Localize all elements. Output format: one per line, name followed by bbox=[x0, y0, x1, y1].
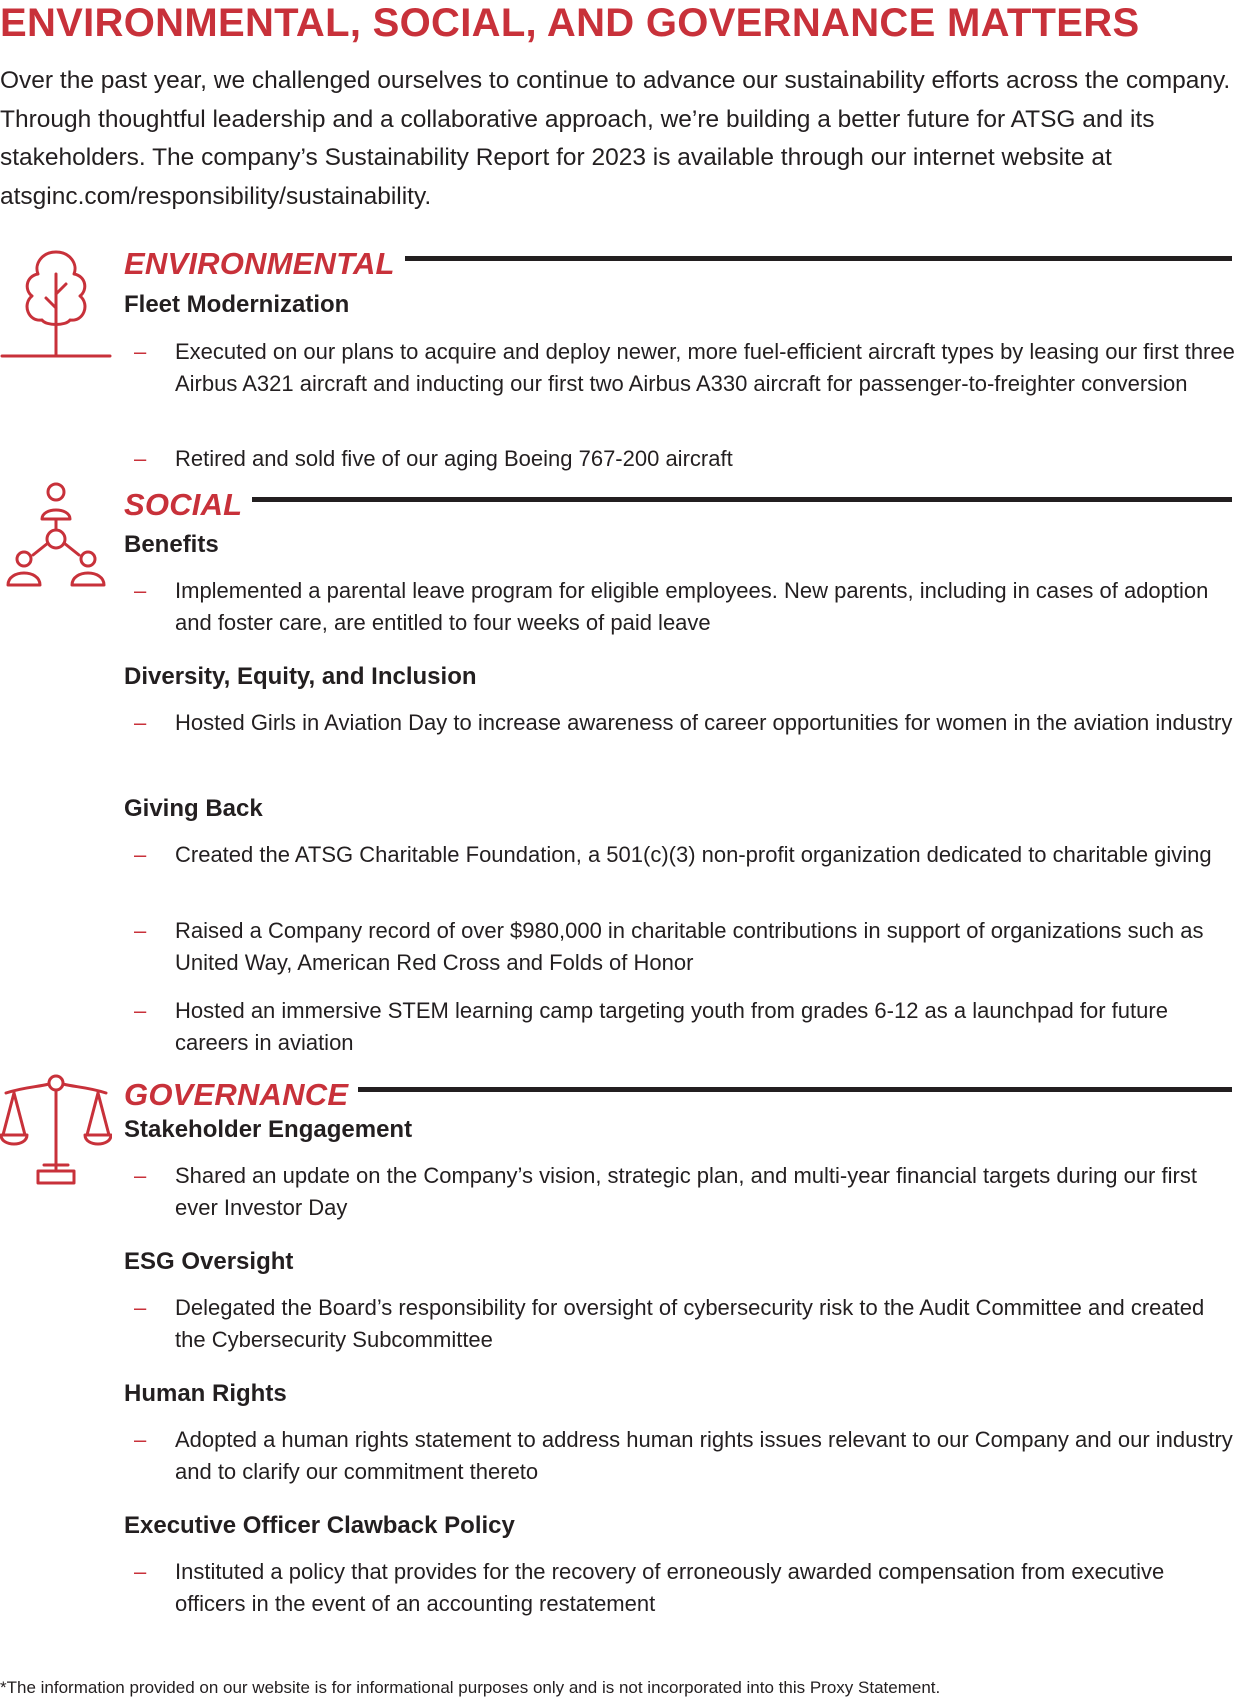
people-network-icon bbox=[0, 481, 112, 589]
bullet-dash: – bbox=[134, 339, 147, 364]
governance-title: GOVERNANCE bbox=[124, 1077, 349, 1112]
dei-subheading: Diversity, Equity, and Inclusion bbox=[124, 663, 477, 690]
intro-paragraph: Over the past year, we challenged ourselves to continue to advance our sustainability efforts across the company. Through thoughtful leadership and a collaborative approach, we’re building a better future for ATSG and its stakeholders. The company’s Sustainability Report for 2023 is available through our internet website at atsginc.com/responsibility/sustainability. bbox=[0, 67, 1231, 210]
item-text: Implemented a parental leave program for eligible employees. New parents, including in cases of adoption and foster care, are entitled to four weeks of paid leave bbox=[175, 578, 1209, 635]
item-text: Retired and sold five of our aging Boeing 767-200 aircraft bbox=[175, 446, 733, 471]
page-title: ENVIRONMENTAL, SOCIAL, AND GOVERNANCE MATTERS bbox=[0, 1, 1140, 45]
human-rights-subheading: Human Rights bbox=[124, 1380, 287, 1407]
item-text: Hosted Girls in Aviation Day to increase awareness of career opportunities for women in the aviation industry bbox=[175, 710, 1233, 735]
bullet-dash: – bbox=[134, 1163, 147, 1188]
bullet-dash: – bbox=[134, 1427, 147, 1452]
item-text: Delegated the Board’s responsibility for oversight of cybersecurity risk to the Audit Committee and created the Cybersecurity Subcommittee bbox=[175, 1295, 1205, 1352]
social-title: SOCIAL bbox=[124, 487, 243, 522]
bullet-dash: – bbox=[134, 842, 147, 867]
stakeholder-subheading: Stakeholder Engagement bbox=[124, 1116, 413, 1143]
clawback-subheading: Executive Officer Clawback Policy bbox=[124, 1512, 515, 1539]
social-rule bbox=[252, 497, 1232, 502]
bullet-dash: – bbox=[134, 446, 147, 471]
item-text: Instituted a policy that provides for the recovery of erroneously awarded compensation from executive officers in the event of an accounting restatement bbox=[175, 1559, 1165, 1616]
bullet-dash: – bbox=[134, 998, 147, 1023]
environmental-subheading: Fleet Modernization bbox=[124, 291, 350, 318]
environmental-header bbox=[124, 246, 1232, 282]
bullet-dash: – bbox=[134, 918, 147, 943]
item-text: Shared an update on the Company’s vision, strategic plan, and multi-year financial targets during our first ever Investor Day bbox=[175, 1163, 1197, 1220]
bullet-dash: – bbox=[134, 710, 147, 735]
scales-icon bbox=[0, 1073, 112, 1185]
social-header bbox=[124, 487, 1232, 523]
giving-back-subheading: Giving Back bbox=[124, 795, 263, 822]
item-text: Adopted a human rights statement to address human rights issues relevant to our Company and our industry and to clarify our commitment thereto bbox=[175, 1427, 1233, 1484]
bullet-dash: – bbox=[134, 578, 147, 603]
item-text: Created the ATSG Charitable Foundation, a 501(c)(3) non-profit organization dedicated to charitable giving bbox=[175, 842, 1212, 867]
footnote: *The information provided on our website is for informational purposes only and is not incorporated into this Proxy Statement. bbox=[0, 1678, 941, 1697]
esg-oversight-subheading: ESG Oversight bbox=[124, 1248, 294, 1275]
item-text: Hosted an immersive STEM learning camp targeting youth from grades 6-12 as a launchpad for future careers in aviation bbox=[175, 998, 1168, 1055]
governance-rule bbox=[358, 1087, 1232, 1092]
bullet-dash: – bbox=[134, 1559, 147, 1584]
benefits-subheading: Benefits bbox=[124, 531, 219, 558]
environmental-rule bbox=[405, 256, 1232, 261]
governance-header bbox=[124, 1077, 1232, 1113]
environmental-title: ENVIRONMENTAL bbox=[124, 246, 395, 281]
tree-icon bbox=[0, 246, 112, 358]
item-text: Raised a Company record of over $980,000 in charitable contributions in support of organizations such as United Way, American Red Cross and Folds of Honor bbox=[175, 918, 1204, 975]
item-text: Executed on our plans to acquire and deploy newer, more fuel-efficient aircraft types by leasing our first three Airbus A321 aircraft and inducting our first two Airbus A330 aircraft for passenger-to-freighter conversion bbox=[175, 339, 1235, 396]
bullet-dash: – bbox=[134, 1295, 147, 1320]
